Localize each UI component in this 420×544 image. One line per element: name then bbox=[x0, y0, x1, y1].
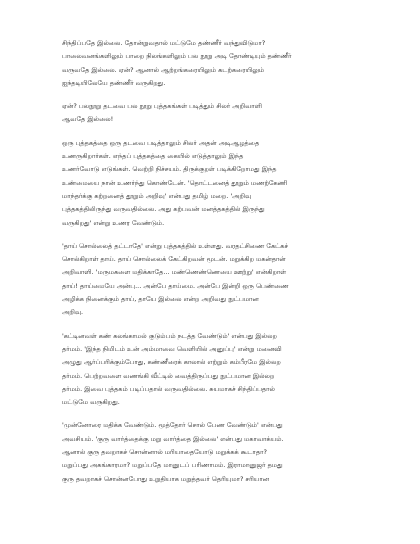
text-line: ஐந்தடியிலேயே தண்ணீர் வருகிறது. bbox=[62, 78, 166, 87]
text-line: தர்மம். இவை புத்தகம் படிப்பதால் வருவதில்லை. சுயமாகச் சிந்திப்பதால் bbox=[62, 384, 275, 393]
text-line: புத்தகத்திலிருந்து வருவதில்லை. அது கற்பவன் மனத்தகத்தில் இருந்து bbox=[62, 205, 265, 214]
text-line: உணர்வோடு எடுங்கள். வெற்றி நிச்சயம். திருக்குறள் படிக்கிறோமது இந்த bbox=[62, 165, 277, 174]
text-line: அறிவு. bbox=[62, 308, 84, 317]
text-line: அழுது ஆர்ப்பரிக்கும்போது, கண்ணீரைக் காலால் எற்றும் கம்பீரமே இல்லற bbox=[62, 358, 281, 367]
text-line: தர்மம். பெற்றவளை வணங்கி வீட்டில் வைத்திருப்பது நுட்பமான இல்லற bbox=[62, 371, 275, 380]
text-line: ஆனால் குரு தவறாகச் சொன்னால் மரியாதையோடு மறுக்கக் கூடாதா? bbox=[62, 448, 267, 457]
text-line: ஒரு புத்தகத்தை ஒரு தடவை படித்தாலும் சிலர் அதன் அடிஆழத்தை bbox=[62, 138, 260, 147]
text-line: சொல்கிறாள் தாய். தாய் சொல்லைக் கேட்கிறவன் மூடன். மறுக்கிற மகன்தான் bbox=[62, 255, 286, 264]
text-line: உணருகிறார்கள். எந்தப் புத்தகத்தை கையில் எடுத்தாலும் இந்த bbox=[62, 152, 244, 161]
text-line: வருவதே இல்லை. ஏன்? ஆனால் ஆற்றங்கரையிலும் கடற்கரையிலும் bbox=[62, 65, 265, 74]
text-line: அவசியம். 'குரு வார்த்தைக்கு மறு வார்த்தை இல்லை' என்பது மகாவாக்யம். bbox=[62, 434, 284, 443]
text-line: குரு தவறாகச் சொன்னபோது உறுதியாக மறுத்தவர் தெரியுமா? சரியான bbox=[62, 474, 270, 483]
text-line: மட்டுமே வருகிறது. bbox=[62, 398, 120, 407]
text-line: 'முன்னோரை மதிக்க வேண்டும். மூத்தோர் சொல் பேண வேண்டும்' என்பது bbox=[62, 421, 283, 430]
paragraph-2 bbox=[62, 100, 364, 127]
text-line: உண்மையை நான் உணர்ந்து கொண்டேன். 'தொட்டனைத் தூறும் மணற்கேணி bbox=[62, 178, 288, 187]
text-line: தாய்! தாய்மையே அன்பு... அன்பே தாய்மை. அன்பே இன்றி ஒரு பெண்ணை bbox=[62, 281, 289, 290]
paragraph-5 bbox=[62, 330, 364, 410]
paragraph-6 bbox=[62, 419, 364, 485]
paragraph-3 bbox=[62, 137, 364, 230]
paragraph-1 bbox=[62, 37, 364, 90]
text-line: மறுப்பது அகங்காரமா? மறுப்பதே மானுடப் பரிணாமம். இராமானுஜர் தமது bbox=[62, 461, 283, 470]
text-line: தர்மம். 'இந்த நிமிடம் உன் அம்மாவை வெளியில் அனுப்பு' என்று மனைவி bbox=[62, 344, 282, 353]
paragraph-4 bbox=[62, 240, 364, 320]
text-line: சிந்திப்பதே இல்லை. தோன்றுவதால் மட்டுமே தண்ணீர் வந்துவிடுமா? bbox=[62, 39, 266, 47]
text-line: 'கட்டினவள் கண் கலங்காமல் குடும்பம் நடத்த வேண்டும்' என்பது இல்லற bbox=[62, 331, 277, 340]
text-line: அழிக்க நினைக்கும் தாய், தாயே இல்லை என்ற அறிவது நுட்பமான bbox=[62, 295, 259, 304]
text-line: பாலைவனங்களிலும் பாறை நிலங்களிலும் பல நூறு அடி தோண்டியும் தண்ணீர் bbox=[62, 52, 292, 61]
text-line: ஆவதே இல்லை! bbox=[62, 115, 114, 124]
text-line: வருகிறது' என்று உணர வேண்டும். bbox=[62, 218, 165, 227]
text-line: ஏன்? பலநூறு தடவை பல நூறு புத்தகங்கள் படித்தும் சிலர் அறிவாளி bbox=[62, 102, 262, 111]
text-line: மாந்தர்க்கு கற்றனைத் தூறும் அறிவு' என்பது தமிழ் மறை. 'அறிவு bbox=[62, 191, 252, 200]
text-line: 'தாய் சொல்லைத் தட்டாதே' என்று புத்தகத்தில் உள்ளது. வரதட்சிணை கேட்கச் bbox=[62, 241, 289, 250]
text-line: அறிவாளி. 'மருமகளை மதிக்காதே... மண்ணெண்ணெயை ஊற்று' என்கிறாள் bbox=[62, 268, 287, 277]
